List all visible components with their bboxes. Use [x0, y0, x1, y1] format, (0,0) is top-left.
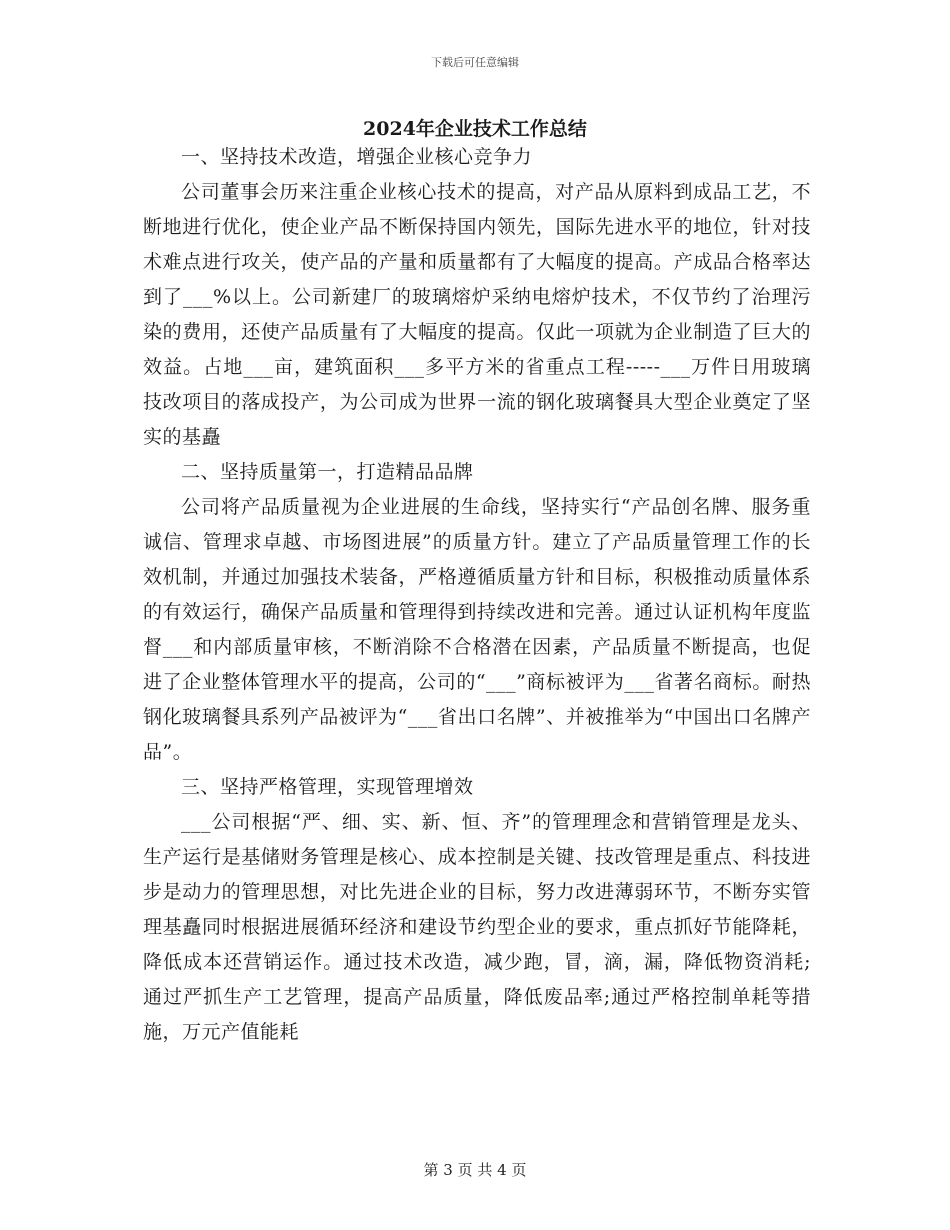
document-title: 2024年企业技术工作总结: [363, 118, 587, 140]
section-heading-3: 三、坚持严格管理，实现管理增效: [181, 776, 474, 798]
page-number-footer: 第 3 页 共 4 页: [423, 1161, 527, 1179]
body-paragraph-2: 公司将产品质量视为企业进展的生命线，坚持实行“产品创名牌、服务重诚信、管理求卓越、市场图进展”的质量方针。建立了产品质量管理工作的长效机制，并通过加强技术装备，严格遵循质量方针和目标，积极推动质量体系的有效运行，确保产品质量和管理得到持续改进和完善。通过认证机构年度监督___和内部质量审核，不断消除不合格潜在因素，产品质量不断提高，也促进了企业整体管理水平的提高，公司的“___”商标被评为___省著名商标。耐热钢化玻璃餐具系列产品被评为“___省出口名牌”、并被推举为“中国出口名牌产品”。: [143, 496, 811, 763]
document-body: [143, 140, 811, 1050]
section-heading-2: 二、坚持质量第一，打造精品品牌: [181, 461, 474, 483]
section-heading-1: 一、坚持技术改造，增强企业核心竞争力: [181, 146, 533, 168]
body-paragraph-1: 公司董事会历来注重企业核心技术的提高，对产品从原料到成品工艺，不断地进行优化，使企业产品不断保持国内领先，国际先进水平的地位，针对技术难点进行攻关，使产品的产量和质量都有了大幅度的提高。产成品合格率达到了___%以上。公司新建厂的玻璃熔炉采纳电熔炉技术，不仅节约了治理污染的费用，还使产品质量有了大幅度的提高。仅此一项就为企业制造了巨大的效益。占地___亩，建筑面积___多平方米的省重点工程-----___万件日用玻璃技改项目的落成投产，为公司成为世界一流的钢化玻璃餐具大型企业奠定了坚实的基矗: [143, 181, 811, 448]
page-header-note: 下载后可任意编辑: [431, 56, 519, 69]
body-paragraph-3: ___公司根据“严、细、实、新、恒、齐”的管理理念和营销管理是龙头、生产运行是基储财务管理是核心、成本控制是关键、技改管理是重点、科技进步是动力的管理思想，对比先进企业的目标，努力改进薄弱环节，不断夯实管理基矗同时根据进展循环经济和建设节约型企业的要求，重点抓好节能降耗，降低成本还营销运作。通过技术改造，减少跑，冒，滴，漏，降低物资消耗;通过严抓生产工艺管理，提高产品质量，降低废品率;通过严格控制单耗等措施，万元产值能耗: [143, 811, 811, 1043]
